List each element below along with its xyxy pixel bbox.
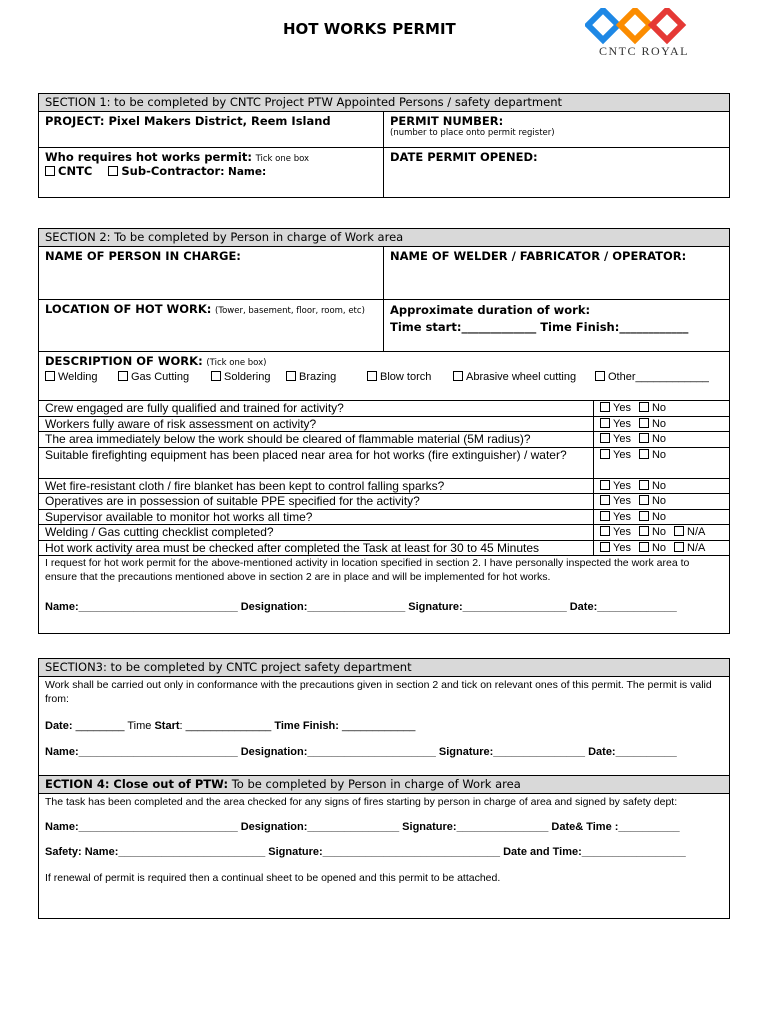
answer-label: No xyxy=(651,417,667,430)
work-type-checkbox[interactable] xyxy=(118,371,128,381)
permit-number-note: (number to place onto permit register) xyxy=(390,128,555,138)
answer-checkbox[interactable] xyxy=(639,433,649,443)
answer-checkbox[interactable] xyxy=(639,402,649,412)
answer-checkbox[interactable] xyxy=(600,449,610,459)
answer-checkbox[interactable] xyxy=(600,526,610,536)
answer-option[interactable] xyxy=(600,449,631,461)
answer-label: No xyxy=(651,479,667,492)
answer-option[interactable] xyxy=(639,511,666,523)
who-requires-note: Tick one box xyxy=(255,154,310,164)
answer-option[interactable] xyxy=(639,542,666,554)
cntc-label: CNTC xyxy=(58,164,93,178)
answer-label: Yes xyxy=(613,402,631,414)
answer-label: No xyxy=(651,402,667,414)
answer-checkbox[interactable] xyxy=(600,402,610,412)
checklist-answers xyxy=(594,494,729,509)
answer-option[interactable] xyxy=(674,526,705,538)
work-type-label: Abrasive wheel cutting xyxy=(466,371,577,383)
work-type-option[interactable] xyxy=(367,371,431,383)
company-name: CNTC ROYAL xyxy=(598,44,689,58)
section-3-text: Work shall be carried out only in conformance with the precautions given in section 2 and tick on relevant ones of this permit. The permit is valid from: xyxy=(45,679,712,705)
answer-label: No xyxy=(651,526,667,538)
checklist-question: Operatives are in possession of suitable PPE specified for the activity? xyxy=(39,494,594,509)
answer-option[interactable] xyxy=(639,526,666,538)
date-opened-label: DATE PERMIT OPENED: xyxy=(390,150,538,164)
location-label: LOCATION OF HOT WORK: xyxy=(45,302,212,316)
answer-checkbox[interactable] xyxy=(674,542,684,552)
work-type-option[interactable] xyxy=(453,371,576,383)
answer-label: Yes xyxy=(613,433,631,445)
description-note: (Tick one box) xyxy=(206,358,267,368)
section-4-header: ECTION 4: Close out of PTW: To be completed by Person in charge of Work area xyxy=(39,776,729,794)
checklist-row xyxy=(39,448,729,479)
sub-contractor-name-label: : Name: xyxy=(220,166,267,178)
welder-name-label: NAME OF WELDER / FABRICATOR / OPERATOR: xyxy=(390,249,687,263)
section-2-header: SECTION 2: To be completed by Person in charge of Work area xyxy=(39,229,729,247)
answer-option[interactable] xyxy=(600,418,631,430)
section-3-signature-line: Name:__________________________ Designation:_____________________ Signature:_______________ Date:__________ xyxy=(45,746,677,758)
section-1 xyxy=(38,93,730,198)
answer-option[interactable] xyxy=(639,433,666,445)
answer-checkbox[interactable] xyxy=(600,418,610,428)
work-type-checkbox[interactable] xyxy=(453,371,463,381)
answer-checkbox[interactable] xyxy=(600,495,610,505)
work-type-option[interactable] xyxy=(45,371,98,383)
work-type-label: Other____________ xyxy=(608,371,709,383)
checklist-row xyxy=(39,401,729,417)
answer-option[interactable] xyxy=(639,449,666,461)
answer-label: No xyxy=(651,541,667,554)
work-type-option[interactable] xyxy=(118,371,189,383)
sub-contractor-checkbox[interactable] xyxy=(108,166,118,176)
answer-checkbox[interactable] xyxy=(639,526,649,536)
request-statement: I request for hot work permit for the above-mentioned activity in location specified in section 2. I have personally inspected the work area to ensure that the precautions mentioned above in section 2 are in place and will be implemented for hot works. xyxy=(45,557,690,583)
checklist-answers xyxy=(594,525,729,540)
checklist-question: Wet fire-resistant cloth / fire blanket has been kept to control falling sparks? xyxy=(39,479,594,494)
answer-label: No xyxy=(651,433,667,445)
checklist-answers xyxy=(594,448,729,478)
work-type-label: Blow torch xyxy=(380,371,432,383)
answer-checkbox[interactable] xyxy=(600,433,610,443)
checklist-answers xyxy=(594,541,729,556)
checklist-row xyxy=(39,494,729,510)
checklist-question: Workers fully aware of risk assessment on activity? xyxy=(39,417,594,432)
checklist-question: Welding / Gas cutting checklist completed? xyxy=(39,525,594,540)
checklist-row xyxy=(39,510,729,526)
renewal-note: If renewal of permit is required then a continual sheet to be opened and this permit to be attached. xyxy=(45,872,501,884)
answer-checkbox[interactable] xyxy=(639,418,649,428)
checklist-answers xyxy=(594,401,729,416)
validity-line: Date: ________ Time Start: ______________ Time Finish: ____________ xyxy=(45,720,416,732)
work-type-label: Brazing xyxy=(299,371,337,383)
answer-checkbox[interactable] xyxy=(639,449,649,459)
checklist-question: Supervisor available to monitor hot works all time? xyxy=(39,510,594,525)
answer-option[interactable] xyxy=(639,402,666,414)
description-label: DESCRIPTION OF WORK: xyxy=(45,354,203,368)
work-type-option[interactable] xyxy=(286,371,336,383)
checklist-question: The area immediately below the work should be cleared of flammable material (5M radius)? xyxy=(39,432,594,447)
safety-signature-line: Safety: Name:________________________ Signature:_____________________________ Date and Time:_________________ xyxy=(45,846,686,858)
answer-label: Yes xyxy=(613,479,631,492)
answer-label: Yes xyxy=(613,526,631,538)
checklist-row xyxy=(39,417,729,433)
answer-checkbox[interactable] xyxy=(600,511,610,521)
work-type-checkbox[interactable] xyxy=(286,371,296,381)
checklist-question: Hot work activity area must be checked after completed the Task at least for 30 to 45 Minutes xyxy=(39,541,594,556)
page-title: HOT WORKS PERMIT xyxy=(283,20,456,38)
checklist-row xyxy=(39,541,729,557)
sub-contractor-label: Sub-Contractor xyxy=(121,164,221,178)
answer-option[interactable] xyxy=(600,526,631,538)
logo-diamond xyxy=(588,10,618,40)
answer-checkbox[interactable] xyxy=(639,495,649,505)
answer-label: No xyxy=(651,510,667,523)
checklist-answers xyxy=(594,510,729,525)
work-type-label: Soldering xyxy=(224,371,271,383)
answer-label: Yes xyxy=(613,448,631,461)
answer-checkbox[interactable] xyxy=(639,480,649,490)
logo-diamond xyxy=(620,10,650,40)
work-type-label: Welding xyxy=(58,371,98,383)
section-2-signature-line: Name:__________________________ Designation:________________ Signature:_________________ Date:_____________ xyxy=(45,601,677,613)
answer-checkbox[interactable] xyxy=(639,542,649,552)
logo-diamond xyxy=(652,10,682,40)
answer-label: Yes xyxy=(613,541,631,554)
section-4-signature-line: Name:__________________________ Designation:_______________ Signature:_______________ Date& Time :__________ xyxy=(45,821,680,833)
answer-option[interactable] xyxy=(639,495,666,507)
work-type-checkbox[interactable] xyxy=(211,371,221,381)
answer-option[interactable] xyxy=(639,418,666,430)
checklist-answers xyxy=(594,432,729,447)
answer-checkbox[interactable] xyxy=(639,511,649,521)
project-field: PROJECT: Pixel Makers District, Reem Island xyxy=(39,112,384,147)
section-2 xyxy=(38,228,730,634)
answer-label: N/A xyxy=(687,526,706,538)
answer-option[interactable] xyxy=(674,542,705,554)
work-type-option[interactable] xyxy=(211,371,270,383)
section-4-text: The task has been completed and the area checked for any signs of fires starting by person in charge of area and signed by safety dept: xyxy=(45,796,678,808)
answer-label: Yes xyxy=(613,495,631,507)
answer-option[interactable] xyxy=(600,542,631,554)
answer-label: N/A xyxy=(687,541,706,554)
checklist-answers xyxy=(594,479,729,494)
work-type-label: Gas Cutting xyxy=(131,371,190,383)
checklist-answers xyxy=(594,417,729,432)
answer-label: Yes xyxy=(613,417,631,430)
section-3-4 xyxy=(38,658,730,919)
answer-option[interactable] xyxy=(600,495,631,507)
work-type-checkbox[interactable] xyxy=(595,371,605,381)
permit-number-label: PERMIT NUMBER: xyxy=(390,114,504,128)
answer-option[interactable] xyxy=(600,402,631,414)
answer-checkbox[interactable] xyxy=(600,480,610,490)
answer-option[interactable] xyxy=(639,480,666,492)
answer-label: No xyxy=(651,495,667,507)
checklist-row xyxy=(39,525,729,541)
time-start-finish: Time start:_____________ Time Finish:____________ xyxy=(390,320,689,334)
answer-label: No xyxy=(651,448,667,461)
answer-option[interactable] xyxy=(600,511,631,523)
section-3-header: SECTION3: to be completed by CNTC project safety department xyxy=(39,659,729,677)
location-note: (Tower, basement, floor, room, etc) xyxy=(215,306,365,316)
answer-checkbox[interactable] xyxy=(600,542,610,552)
answer-checkbox[interactable] xyxy=(674,526,684,536)
answer-option[interactable] xyxy=(600,480,631,492)
who-requires-label: Who requires hot works permit: xyxy=(45,150,252,164)
answer-option[interactable] xyxy=(600,433,631,445)
work-type-option[interactable] xyxy=(595,371,709,383)
answer-label: Yes xyxy=(613,510,631,523)
checklist-question: Crew engaged are fully qualified and trained for activity? xyxy=(39,401,594,416)
work-type-checkbox[interactable] xyxy=(45,371,55,381)
checklist-row xyxy=(39,479,729,495)
checklist-row xyxy=(39,432,729,448)
work-type-checkbox[interactable] xyxy=(367,371,377,381)
checklist-question: Suitable firefighting equipment has been placed near area for hot works (fire extinguisher) / water? xyxy=(39,448,594,478)
person-in-charge-label: NAME OF PERSON IN CHARGE: xyxy=(39,247,384,299)
duration-label: Approximate duration of work: xyxy=(390,303,591,317)
cntc-checkbox[interactable] xyxy=(45,166,55,176)
section-1-header: SECTION 1: to be completed by CNTC Project PTW Appointed Persons / safety department xyxy=(39,94,729,112)
